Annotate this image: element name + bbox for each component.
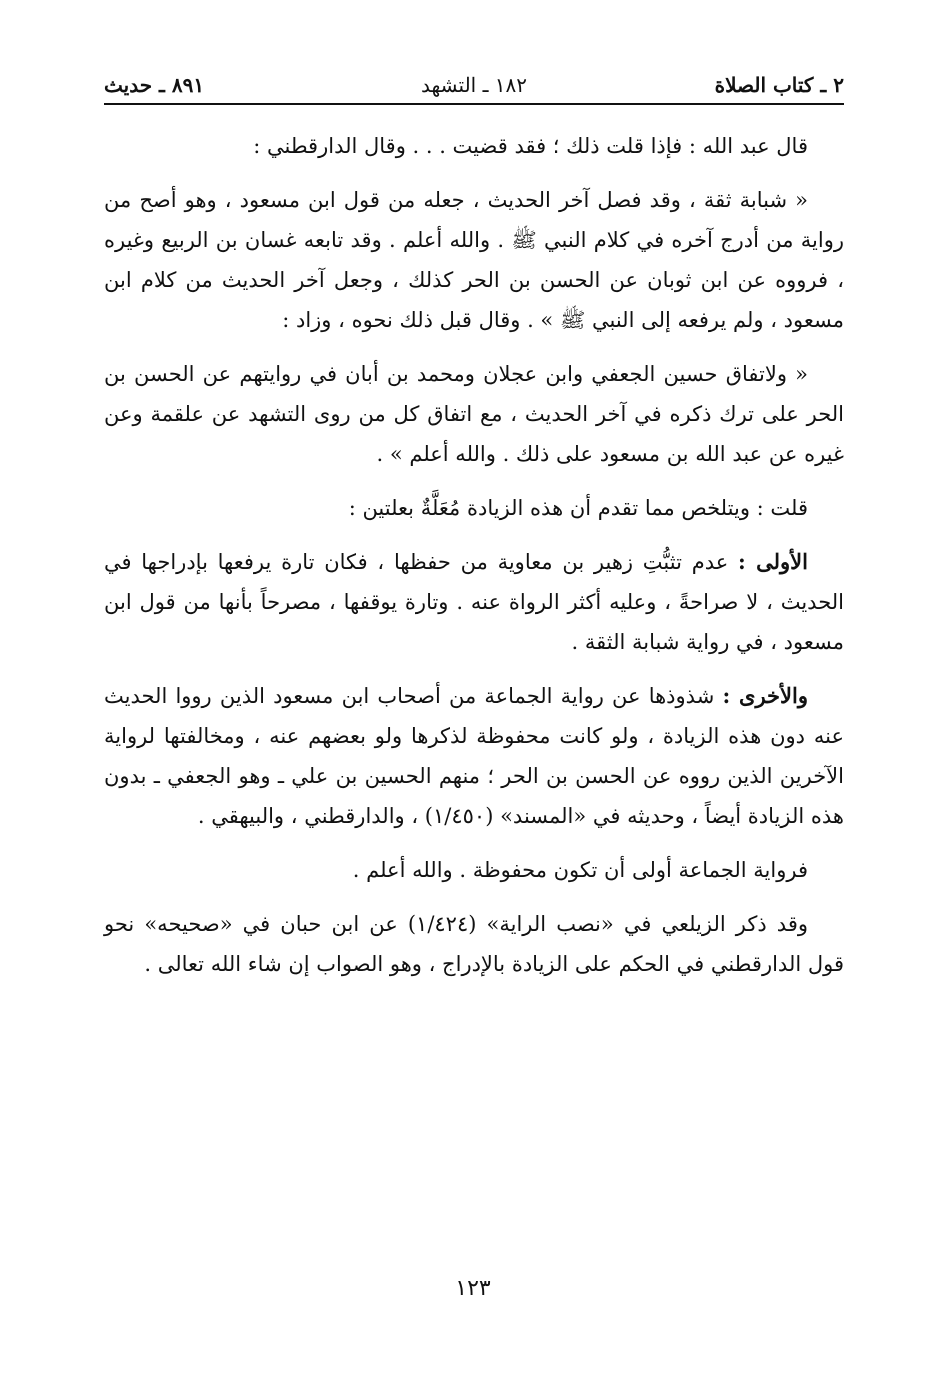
paragraph-lead: والأخرى : — [722, 683, 808, 708]
paragraph-text: « شبابة ثقة ، وقد فصل آخر الحديث ، جعله من قول ابن مسعود ، وهو أصح من رواية من أدرج آخره في كلام النبي ﷺ . والله أعلم . وقد تابعه غسان بن الربيع وغيره ، فرووه عن ابن ثوبان عن الحسن بن الحر كذلك ، وجعل آخر الحديث من كلام ابن مسعود ، ولم يرفعه إلى النبي ﷺ » . وقال قبل ذلك نحوه ، وزاد : — [104, 188, 844, 332]
paragraph — [104, 488, 844, 528]
page-number: ١٢٣ — [455, 1276, 491, 1301]
paragraph-text: عدم تثبُّتِ زهير بن معاوية من حفظها ، فكان تارة يرفعها بإدراجها في الحديث ، لا صراحةً ، وعليه أكثر الرواة عنه . وتارة يوقفها ، مصرحاً بأنها من قول ابن مسعود ، في رواية شبابة الثقة . — [104, 550, 844, 654]
paragraph-text: شذوذها عن رواية الجماعة من أصحاب ابن مسعود الذين رووا الحديث عنه دون هذه الزيادة ، ولو كانت محفوظة لذكرها ولو بعضهم عنه ، ومخالفتها لرواية الآخرين الذين رووه عن الحسن بن الحر ؛ منهم الحسين بن علي ـ وهو الجعفي ـ بدون هذه الزيادة أيضاً ، وحديثه في «المسند» (١/٤٥٠) ، والدارقطني ، والبيهقي . — [104, 684, 844, 828]
paragraph — [104, 126, 844, 166]
header-book-title: ٢ ـ كتاب الصلاة — [714, 73, 844, 97]
running-header — [104, 70, 844, 100]
page-body — [104, 126, 844, 984]
paragraph — [104, 180, 844, 340]
paragraph-lead: الأولى : — [738, 549, 808, 574]
paragraph-text: قلت : ويتلخص مما تقدم أن هذه الزيادة مُعَلَّةٌ بعلتين : — [348, 496, 808, 520]
paragraph-text: قال عبد الله : فإذا قلت ذلك ؛ فقد قضيت . . . وقال الدارقطني : — [253, 134, 808, 158]
paragraph-text: فرواية الجماعة أولى أن تكون محفوظة . والله أعلم . — [352, 858, 808, 882]
header-hadith-number: ٨٩١ ـ حديث — [104, 73, 205, 97]
paragraph — [104, 676, 844, 836]
header-chapter-title: ١٨٢ ـ التشهد — [420, 73, 528, 97]
paragraph-text: « ولاتفاق حسين الجعفي وابن عجلان ومحمد بن أبان في روايتهم عن الحسن بن الحر على ترك ذكره في آخر الحديث ، مع اتفاق كل من روى التشهد عن علقمة وعن غيره عن عبد الله بن مسعود على ذلك . والله أعلم » . — [104, 362, 844, 466]
paragraph — [104, 850, 844, 890]
header-rule — [104, 103, 844, 105]
paragraph — [104, 542, 844, 662]
paragraph — [104, 354, 844, 474]
paragraph-text: وقد ذكر الزيلعي في «نصب الراية» (١/٤٢٤) عن ابن حبان في «صحيحه» نحو قول الدارقطني في الحكم على الزيادة بالإدراج ، وهو الصواب إن شاء الله تعالى . — [104, 912, 844, 976]
paragraph — [104, 904, 844, 984]
